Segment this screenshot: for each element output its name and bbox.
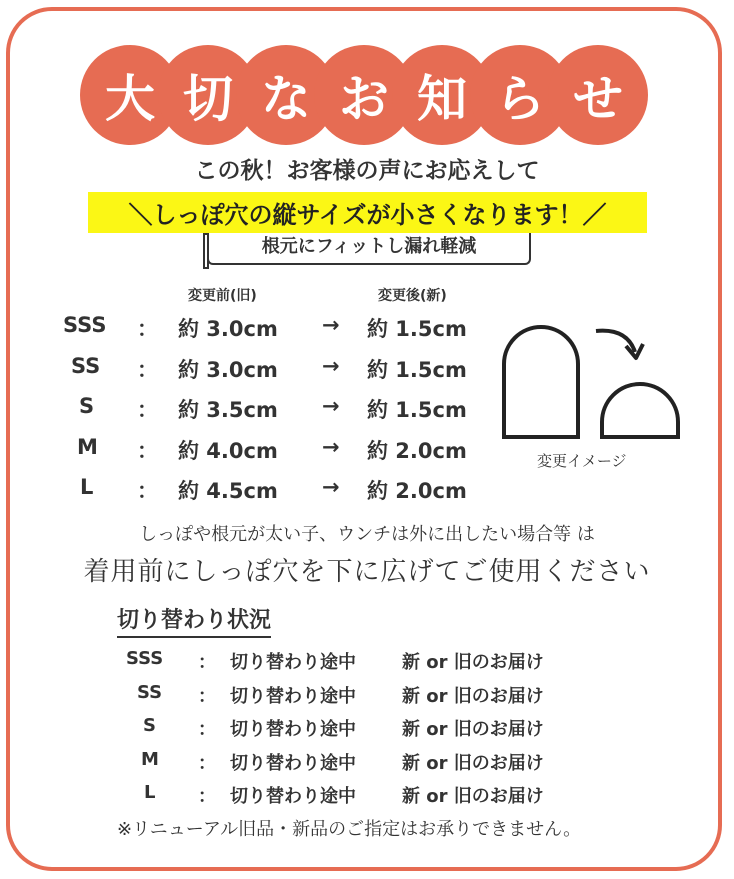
separator: ： [137,317,158,341]
arrow: → [322,313,340,337]
after-value: 約 1.5cm [367,357,467,382]
separator: ： [137,398,158,422]
size-change-row [50,307,490,348]
headline: ＼しっぽ穴の縦サイズが小さくなります！／ [88,192,647,233]
separator: ： [137,479,158,503]
title-char-circle: せ [548,45,648,145]
separator: ： [198,719,216,741]
separator: ： [198,652,216,673]
after-value: 約 2.0cm [367,438,467,463]
sub-headline-box [207,233,531,265]
size-change-row [50,469,490,510]
size-label: SS [71,353,101,378]
before-value: 約 3.5cm [178,398,278,422]
title-char-circle: な [236,45,336,145]
title-char-circle: 知 [392,45,492,145]
status-state: 切り替わり途中 [230,752,356,774]
status-size: S [143,715,156,737]
status-delivery: 新 or 旧のお届け [402,652,544,673]
size-label: L [80,475,94,499]
size-label: SSS [63,313,107,337]
after-value: 約 1.5cm [367,398,467,422]
before-value: 約 4.5cm [178,479,278,503]
before-value: 約 4.0cm [178,438,278,463]
size-label: S [79,394,95,418]
image-caption: 変更イメージ [537,452,627,470]
status-state: 切り替わり途中 [230,652,356,673]
new-hole-shape [602,384,678,437]
usage-note-large: 着用前にしっぽ穴を下に広げてご使用ください [83,557,651,587]
separator: ： [137,357,158,382]
status-size: M [141,748,159,770]
status-row [110,645,610,679]
status-size: SS [137,681,163,703]
status-size: SSS [126,648,164,669]
after-value: 約 1.5cm [367,317,467,341]
separator: ： [198,752,216,774]
after-value: 約 2.0cm [367,479,467,503]
status-delivery: 新 or 旧のお届け [402,685,544,707]
arrow: → [322,394,340,418]
usage-note-small: しっぽや根元が太い子、ウンチは外に出したい場合等 は [139,524,595,545]
title-char-circle: ら [470,45,570,145]
status-row [110,746,610,780]
status-heading: 切り替わり状況 [117,603,271,638]
status-state: 切り替わり途中 [230,786,356,808]
separator: ： [198,786,216,808]
arrow: → [322,475,340,499]
old-hole-shape [504,327,578,437]
size-change-table [50,307,490,510]
title-char-circle: 切 [158,45,258,145]
status-delivery: 新 or 旧のお届け [402,786,544,808]
status-table [110,645,610,813]
status-row [110,679,610,713]
size-change-row [50,429,490,470]
title-char-circle: 大 [80,45,180,145]
size-change-row [50,388,490,429]
separator: ： [137,438,158,463]
status-delivery: 新 or 旧のお届け [402,752,544,774]
before-value: 約 3.0cm [178,317,278,341]
intro-line: この秋！お客様の声にお応えして [194,158,540,184]
size-change-row [50,348,490,389]
status-state: 切り替わり途中 [230,719,356,741]
header-before: 変更前(旧) [188,288,257,304]
title-char-circle: お [314,45,414,145]
status-row [110,779,610,813]
title-banner [0,45,734,145]
hole-shape-illustration [495,322,685,447]
arrow: → [322,434,340,459]
status-size: L [144,782,156,804]
sub-headline: 根元にフィットし漏れ軽減 [261,236,477,257]
status-state: 切り替わり途中 [230,685,356,707]
before-value: 約 3.0cm [178,357,278,382]
separator: ： [198,685,216,707]
header-after: 変更後(新) [378,288,447,304]
status-row [110,712,610,746]
arrow: → [322,353,340,378]
size-label: M [77,434,98,459]
status-delivery: 新 or 旧のお届け [402,719,544,741]
footnote: ※リニューアル旧品・新品のご指定はお承りできません。 [117,819,582,840]
